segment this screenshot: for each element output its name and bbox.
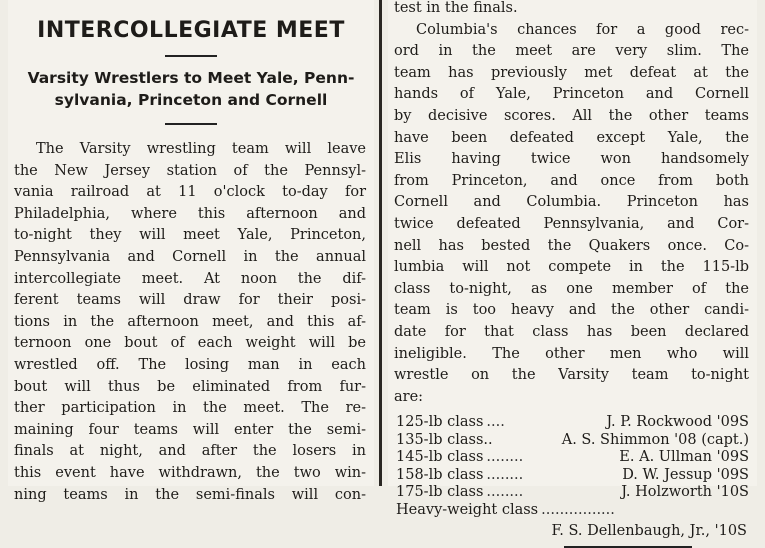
wrestler-name: J. P. Rockwood '09S — [606, 414, 749, 431]
leader-dots: ................ — [541, 501, 615, 518]
text-line: team is too heavy and the other candi- — [394, 302, 749, 319]
text-line: The Varsity wrestling team will leave — [36, 141, 366, 157]
weight-class: 145-lb class — [396, 449, 484, 466]
text-line: twice defeated Pennsylvania, and Cor- — [394, 215, 749, 232]
left-body-text — [8, 139, 374, 506]
text-line: Elis having twice won handsomely — [394, 151, 749, 168]
text-line: wrestle on the Varsity team to-night — [394, 367, 749, 384]
wrestler-name: J. Holzworth '10S — [621, 484, 749, 501]
text-line: intercollegiate meet. At noon the dif- — [14, 270, 366, 287]
text-line: finals at night, and after the losers in — [14, 443, 366, 460]
text-line: Pennsylvania and Cornell in the annual — [14, 248, 366, 265]
subhead-divider — [165, 123, 217, 125]
text-line: ternoon one bout of each weight will be — [14, 335, 366, 352]
text-line: team has previously met defeat at the — [394, 64, 749, 81]
subhead-line: sylvania, Princeton and Cornell — [54, 91, 328, 109]
text-line: from Princeton, and once from both — [394, 172, 749, 189]
text-line: ther participation in the meet. The re- — [14, 400, 366, 417]
text-line: bout will thus be eliminated from fur- — [14, 378, 366, 395]
text-line: the New Jersey station of the Pennsyl- — [14, 162, 366, 179]
text-line: tions in the afternoon meet, and this af- — [14, 313, 366, 330]
text-line: Philadelphia, where this afternoon and — [14, 205, 366, 222]
weight-class: Heavy-weight class — [396, 501, 539, 518]
text-line: Cornell and Columbia. Princeton has — [394, 194, 749, 211]
leader-dots — [493, 432, 562, 450]
author-signoff: F. S. Dellenbaugh, Jr., '10S — [551, 523, 747, 540]
roster-row — [396, 502, 749, 520]
leader-dots: ........ — [486, 484, 524, 501]
right-column — [388, 0, 757, 540]
roster-row — [396, 449, 749, 467]
text-line: test in the finals. — [394, 0, 518, 16]
column-divider — [379, 0, 382, 486]
roster-row — [396, 414, 749, 432]
wrestler-name: A. S. Shimmon '08 (capt.) — [561, 431, 749, 448]
text-line: are: — [394, 388, 424, 405]
text-line: vania railroad at 11 o'clock to-day for — [14, 184, 366, 201]
weight-class: 158-lb class — [396, 466, 484, 483]
text-line: lumbia will not compete in the 115-lb — [394, 259, 749, 276]
text-line: ferent teams will draw for their posi- — [14, 292, 366, 309]
wrestler-name: E. A. Ullman '09S — [619, 449, 749, 466]
text-line: hands of Yale, Princeton and Cornell — [394, 86, 749, 103]
article-subheading — [8, 67, 374, 111]
leader-dots: .... — [486, 414, 505, 431]
text-line: nell has bested the Quakers once. Co- — [394, 237, 749, 254]
text-line: ning teams in the semi-finals will con- — [14, 486, 366, 503]
heading-divider — [165, 55, 217, 57]
weight-class: 175-lb class — [396, 484, 484, 501]
roster-row — [396, 484, 749, 502]
leader-dots: ........ — [486, 466, 524, 483]
text-line: have been defeated except Yale, the — [394, 129, 749, 146]
text-line: by decisive scores. All the other teams — [394, 107, 749, 124]
text-line: this event have withdrawn, the two win- — [14, 464, 366, 481]
article-heading: INTERCOLLEGIATE MEET — [37, 18, 345, 43]
text-line: to-night they will meet Yale, Princeton, — [14, 227, 366, 244]
left-column — [8, 0, 374, 503]
subhead-line: Varsity Wrestlers to Meet Yale, Penn- — [27, 69, 355, 87]
wrestler-roster — [388, 414, 757, 519]
text-line: ord in the meet are very slim. The — [394, 43, 749, 60]
text-line: Columbia's chances for a good rec- — [416, 21, 749, 38]
roster-row — [396, 432, 749, 450]
text-line: maining four teams will enter the semi- — [14, 421, 366, 438]
roster-row — [396, 467, 749, 485]
text-line: wrestled off. The losing man in each — [14, 356, 366, 373]
text-line: ineligible. The other men who will — [394, 345, 749, 362]
text-line: class to-night, as one member of the — [394, 280, 749, 297]
text-line: date for that class has been declared — [394, 323, 749, 340]
right-body-text — [388, 0, 757, 408]
weight-class: 125-lb class — [396, 414, 484, 431]
weight-class: 135-lb class.. — [396, 431, 493, 448]
leader-dots: ........ — [486, 449, 524, 466]
wrestler-name: D. W. Jessup '09S — [622, 466, 749, 483]
